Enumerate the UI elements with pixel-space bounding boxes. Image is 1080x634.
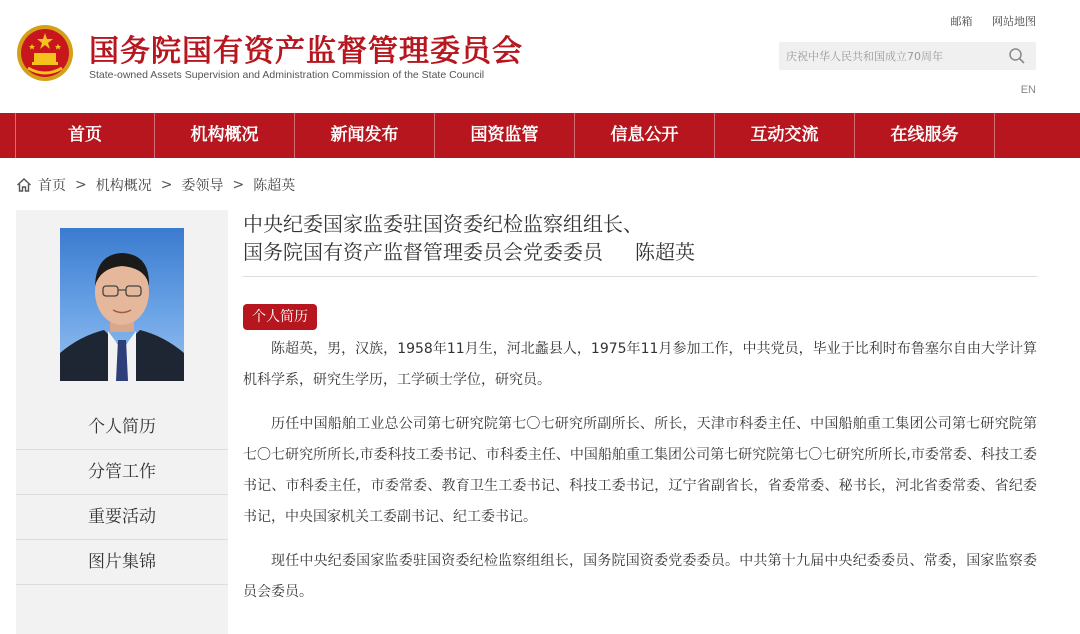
leader-name: 陈超英: [635, 240, 695, 264]
nav-item-home[interactable]: 首页: [15, 113, 155, 158]
site-subtitle: State-owned Assets Supervision and Administration Commission of the State Council: [89, 69, 485, 81]
sitemap-link[interactable]: 网站地图: [992, 15, 1036, 28]
site-header: [0, 0, 1080, 113]
search-box: [779, 42, 1036, 70]
home-icon: [16, 177, 32, 193]
main-nav: [0, 113, 1080, 158]
search-icon[interactable]: [1008, 47, 1026, 65]
side-menu: [16, 405, 228, 585]
main-content: [243, 210, 1037, 608]
bio-paragraph: 历任中国船舶工业总公司第七研究院第七〇七研究所副所长、所长，天津市科委主任、中国船舶重工集团公司第七研究院第七〇七研究所所长,市委科技工委书记、市科委主任、中国船舶重工集团公司第七研究院第七〇七研究所所长,市委常委、科技工委书记、市科委主任，市委常委、教育卫生工委书记、科技工委书记，辽宁省副省长，省委常委、秘书长，河北省委常委、省纪委书记，中央国家机关工委副书记、纪工委书记。: [243, 416, 1037, 525]
site-title[interactable]: 国务院国有资产监督管理委员会: [89, 34, 523, 69]
breadcrumb-home[interactable]: 首页: [38, 178, 66, 194]
bio-paragraph: 陈超英，男，汉族，1958年11月生，河北蠡县人，1975年11月参加工作，中共党员，毕业于比利时布鲁塞尔自由大学计算机科学系，研究生学历，工学硕士学位，研究员。: [243, 341, 1037, 388]
side-item-gallery[interactable]: 图片集锦: [16, 540, 228, 585]
breadcrumb-separator: >: [75, 177, 87, 193]
breadcrumb-separator: >: [160, 177, 173, 193]
nav-item-disclosure[interactable]: 信息公开: [575, 113, 715, 158]
mail-link[interactable]: 邮箱: [950, 15, 973, 28]
nav-item-supervision[interactable]: 国资监管: [435, 113, 575, 158]
section-tag: 个人简历: [243, 304, 317, 330]
nav-item-interaction[interactable]: 互动交流: [715, 113, 855, 158]
portrait-image: [60, 228, 184, 381]
nav-item-services[interactable]: 在线服务: [855, 113, 995, 158]
top-links: [935, 13, 1037, 29]
leader-title: [243, 210, 1037, 277]
side-item-resume[interactable]: 个人简历: [16, 405, 228, 450]
left-sidebar: [16, 210, 228, 634]
leader-photo: [60, 228, 184, 381]
breadcrumb-separator: >: [232, 177, 245, 193]
side-item-responsibilities[interactable]: 分管工作: [16, 450, 228, 495]
english-link[interactable]: EN: [1020, 84, 1036, 96]
national-emblem-icon[interactable]: [16, 24, 74, 82]
side-item-activities[interactable]: 重要活动: [16, 495, 228, 540]
breadcrumb: [16, 175, 295, 195]
bio-paragraph: 现任中央纪委国家监委驻国资委纪检监察组组长，国务院国资委党委委员。中共第十九届中央纪委委员、常委，国家监察委员会委员。: [243, 553, 1037, 600]
title-line-2: [243, 238, 1037, 266]
title-line-1: 中央纪委国家监委驻国资委纪检监察组组长、: [243, 212, 643, 236]
nav-item-organization[interactable]: 机构概况: [155, 113, 295, 158]
nav-item-news[interactable]: 新闻发布: [295, 113, 435, 158]
search-input[interactable]: [779, 42, 999, 70]
breadcrumb-organization[interactable]: 机构概况: [95, 178, 152, 194]
position-text: 国务院国有资产监督管理委员会党委委员: [243, 240, 603, 264]
breadcrumb-leaders[interactable]: 委领导: [181, 178, 224, 194]
breadcrumb-current: 陈超英: [253, 178, 296, 194]
